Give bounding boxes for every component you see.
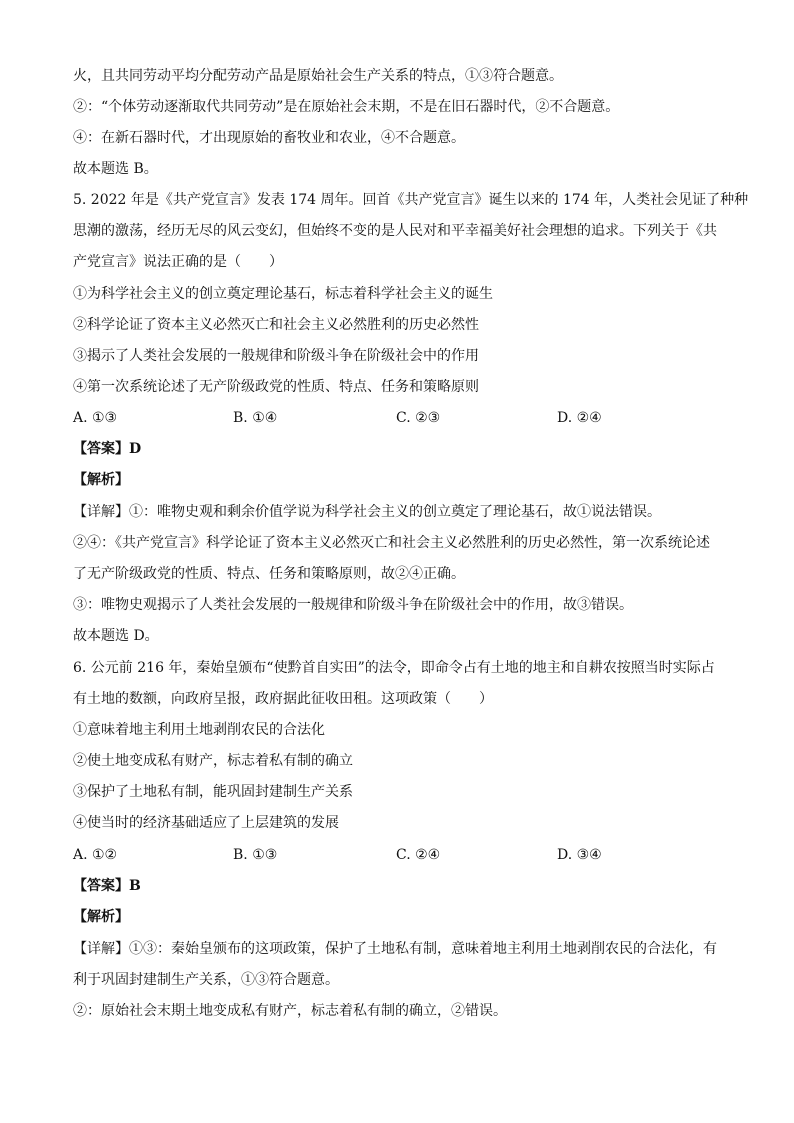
analysis-line: ②④：《共产党宣言》科学论证了资本主义必然灭亡和社会主义必然胜利的历史必然性，第一次系统论述 <box>73 535 710 551</box>
option-a: A. ①② <box>73 847 118 863</box>
statement: ④使当时的经济基础适应了上层建筑的发展 <box>73 815 339 831</box>
option-b: B. ①④ <box>233 410 278 426</box>
statement: ③揭示了人类社会发展的一般规律和阶级斗争在阶级社会中的作用 <box>73 348 479 364</box>
analysis-line: 【详解】①③：秦始皇颁布的这项政策，保护了土地私有制，意味着地主利用土地剥削农民的合法化，有 <box>73 941 717 957</box>
option-b: B. ①③ <box>233 847 278 863</box>
statement: ④第一次系统论述了无产阶级政党的性质、特点、任务和策略原则 <box>73 379 479 395</box>
option-d: D. ②④ <box>557 410 602 426</box>
statement: ②使土地变成私有财产，标志着私有制的确立 <box>73 753 353 769</box>
analysis-line: ②：原始社会末期土地变成私有财产，标志着私有制的确立，②错误。 <box>73 1003 507 1019</box>
option-d: D. ③④ <box>557 847 602 863</box>
option-a: A. ①③ <box>73 410 118 426</box>
answer: 【答案】B <box>73 878 141 894</box>
question-stem: 5. 2022 年是《共产党宣言》发表 174 周年。回首《共产党宣言》诞生以来的 174 年，人类社会见证了种种 <box>73 192 749 208</box>
analysis-label: 【解析】 <box>73 472 129 488</box>
statement: ①为科学社会主义的创立奠定理论基石，标志着科学社会主义的诞生 <box>73 286 493 302</box>
text-line: ②：“个体劳动逐渐取代共同劳动”是在原始社会末期，不是在旧石器时代，②不合题意。 <box>73 99 620 115</box>
option-c: C. ②③ <box>396 410 441 426</box>
question-stem: 产党宣言》说法正确的是（ ） <box>73 254 283 270</box>
analysis-line: 【详解】①：唯物史观和剩余价值学说为科学社会主义的创立奠定了理论基石，故①说法错误。 <box>73 504 661 520</box>
analysis-line: 故本题选 D。 <box>73 628 159 644</box>
text-line: ④：在新石器时代，才出现原始的畜牧业和农业，④不合题意。 <box>73 130 465 146</box>
analysis-line: 了无产阶级政党的性质、特点、任务和策略原则，故②④正确。 <box>73 566 465 582</box>
question-stem: 6. 公元前 216 年，秦始皇颁布“使黔首自实田”的法令，即命令占有土地的地主和自耕农按照当时实际占 <box>73 660 715 676</box>
question-stem: 有土地的数额，向政府呈报，政府据此征收田租。这项政策（ ） <box>73 691 493 707</box>
statement: ②科学论证了资本主义必然灭亡和社会主义必然胜利的历史必然性 <box>73 317 479 333</box>
option-c: C. ②④ <box>396 847 441 863</box>
text-line: 火，且共同劳动平均分配劳动产品是原始社会生产关系的特点，①③符合题意。 <box>73 68 563 84</box>
answer: 【答案】D <box>73 441 142 457</box>
analysis-line: ③：唯物史观揭示了人类社会发展的一般规律和阶级斗争在阶级社会中的作用，故③错误。 <box>73 597 633 613</box>
statement: ③保护了土地私有制，能巩固封建制生产关系 <box>73 784 353 800</box>
question-stem: 思潮的激荡，经历无尽的风云变幻，但始终不变的是人民对和平幸福美好社会理想的追求。下列关于《共 <box>73 223 717 239</box>
analysis-label: 【解析】 <box>73 909 129 925</box>
statement: ①意味着地主利用土地剥削农民的合法化 <box>73 722 325 738</box>
analysis-line: 利于巩固封建制生产关系，①③符合题意。 <box>73 972 339 988</box>
text-line: 故本题选 B。 <box>73 161 158 177</box>
